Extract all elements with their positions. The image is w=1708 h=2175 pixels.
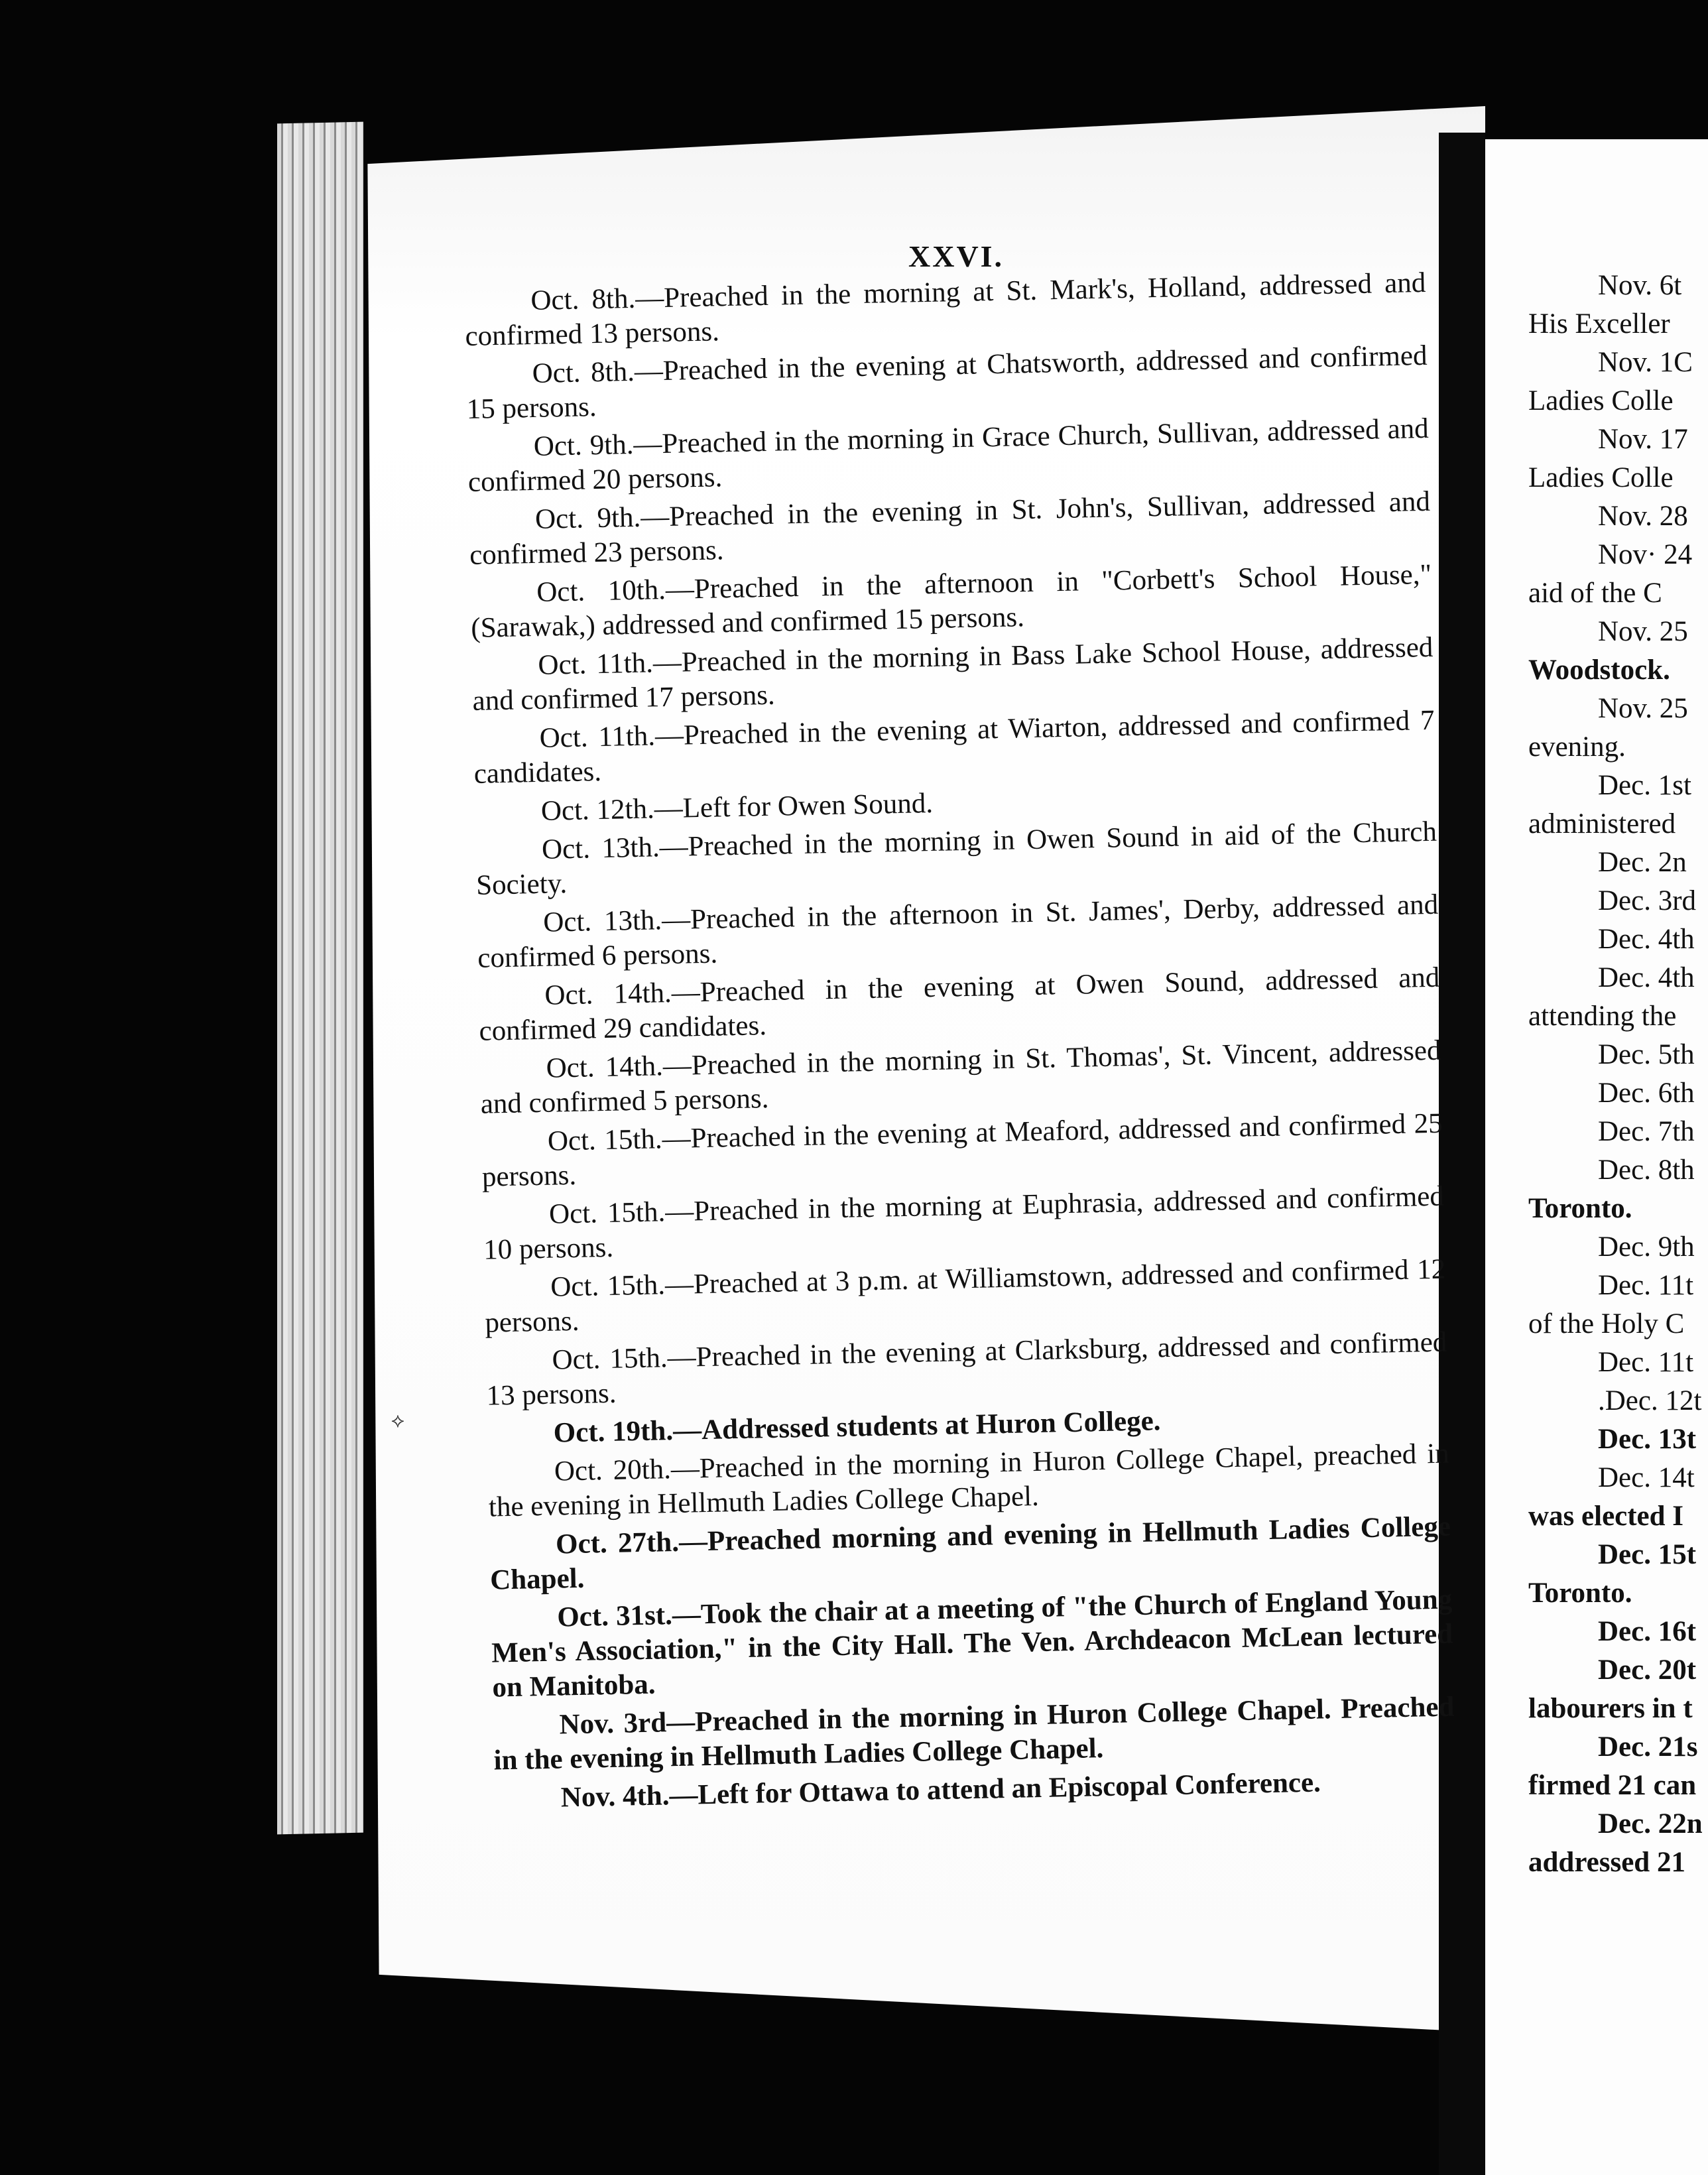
right-page-line: Nov· 24 [1598, 539, 1693, 570]
right-page-line: Dec. 8th [1598, 1154, 1695, 1186]
diary-entry: Oct. 19th.—Addressed students at Huron College. [553, 1405, 1161, 1449]
right-page-line: Toronto. [1528, 1578, 1632, 1609]
right-page-line: evening. [1528, 731, 1626, 763]
diary-entry: Oct. 8th.—Preached in the evening at Chatsworth, addressed and confirmed 15 persons. [466, 340, 1428, 425]
diary-entry: Oct. 12th.—Left for Owen Sound. [540, 787, 934, 827]
right-page-line: Dec. 20t [1598, 1654, 1697, 1686]
right-page-line: Nov. 6t [1598, 270, 1682, 301]
book-page-edges [277, 122, 363, 1835]
right-page-line: of the Holy C [1528, 1308, 1685, 1339]
diary-entry: Oct. 13th.—Preached in the morning in Owen Sound in aid of the Church Society. [475, 816, 1437, 901]
right-page-line: His Exceller [1528, 308, 1670, 340]
right-page-line: Ladies Colle [1528, 385, 1674, 416]
diary-entry: Oct. 27th.—Preached morning and evening in Hellmuth Ladies College Chapel. [489, 1511, 1451, 1596]
right-page-line: Dec. 22n [1598, 1808, 1703, 1839]
book-gutter [1439, 133, 1485, 2175]
diary-entry: Nov. 3rd—Preached in the morning in Huron College Chapel. Preached in the evening in Hellmuth Ladies College Chapel. [493, 1691, 1455, 1776]
right-page-line: Dec. 2n [1598, 847, 1687, 878]
right-page-line: Nov. 25 [1598, 693, 1688, 724]
diary-entry: Oct. 14th.—Preached in the evening at Owen Sound, addressed and confirmed 29 candidates. [479, 962, 1440, 1047]
right-page-text [1528, 269, 1708, 1884]
diary-entry: Oct. 15th.—Preached in the morning at Euphrasia, addressed and confirmed 10 persons. [483, 1180, 1445, 1266]
diary-entries [464, 266, 1456, 1821]
right-page-line: labourers in t [1528, 1693, 1693, 1724]
diary-entry: Oct. 15th.—Preached in the evening at Clarksburg, addressed and confirmed 13 persons. [486, 1326, 1447, 1412]
right-page-line: Toronto. [1528, 1193, 1632, 1224]
right-page-line: firmed 21 can [1528, 1770, 1697, 1801]
right-page-line: Dec. 16t [1598, 1616, 1697, 1647]
right-page-line: Nov. 17 [1598, 424, 1688, 455]
right-page-line: Dec. 6th [1598, 1078, 1695, 1109]
right-page-line: was elected I [1528, 1501, 1684, 1532]
diary-entry: Oct. 20th.—Preached in the morning in Huron College Chapel, preached in the evening in Hellmuth Ladies College Chapel. [488, 1438, 1450, 1523]
right-page-line: .Dec. 12t [1598, 1385, 1702, 1416]
right-page-line: attending the [1528, 1001, 1677, 1032]
right-page-line: Dec. 4th [1598, 962, 1695, 993]
diary-entry: Oct. 11th.—Preached in the morning in Bass Lake School House, addressed and confirmed 17 persons. [472, 631, 1433, 717]
right-page-line: aid of the C [1528, 578, 1662, 609]
diary-entry: Oct. 8th.—Preached in the morning at St. Mark's, Holland, addressed and confirmed 13 persons. [465, 267, 1426, 352]
right-page-line: Dec. 7th [1598, 1116, 1695, 1147]
diary-entry: Oct. 10th.—Preached in the afternoon in "Corbett's School House," (Sarawak,) addressed and confirmed 15 persons. [470, 558, 1432, 644]
diary-entry: Oct. 9th.—Preached in the evening in St. John's, Sullivan, addressed and confirmed 23 persons. [469, 485, 1431, 571]
right-page-line: addressed 21 [1528, 1847, 1685, 1878]
diary-entry: Oct. 15th.—Preached in the evening at Meaford, addressed and confirmed 25 persons. [481, 1107, 1443, 1193]
right-page-line: Dec. 14t [1598, 1462, 1695, 1493]
right-page-line: Dec. 3rd [1598, 885, 1697, 916]
diary-entry: Oct. 9th.—Preached in the morning in Grace Church, Sullivan, addressed and confirmed 20 persons. [467, 412, 1430, 498]
right-page-line: Dec. 4th [1598, 924, 1695, 955]
diary-entry: Oct. 31st.—Took the chair at a meeting of "the Church of England Young Men's Association," in the City Hall. The Ven. Archdeacon McLean lectured on Manitoba. [491, 1584, 1453, 1704]
diary-entry: Oct. 14th.—Preached in the morning in St. Thomas', St. Vincent, addressed and confirmed 5 persons. [480, 1034, 1441, 1120]
diary-entry: Oct. 13th.—Preached in the afternoon in St. James', Derby, addressed and confirmed 6 persons. [477, 889, 1439, 974]
diary-entry: Nov. 4th.—Left for Ottawa to attend an Episcopal Conference. [560, 1767, 1321, 1814]
right-page-line: Nov. 28 [1598, 501, 1688, 532]
right-page-line: Dec. 21s [1598, 1731, 1698, 1763]
right-page-line: Woodstock. [1528, 654, 1670, 686]
right-page-line: Nov. 25 [1598, 616, 1688, 647]
diary-entry: Oct. 15th.—Preached at 3 p.m. at Williamstown, addressed and confirmed 12 persons. [484, 1253, 1446, 1339]
right-page-line: Nov. 1C [1598, 347, 1693, 378]
right-page-line: Dec. 15t [1598, 1539, 1697, 1570]
right-page-line: administered [1528, 808, 1676, 839]
right-page-line: Dec. 1st [1598, 770, 1691, 801]
right-page-line: Dec. 5th [1598, 1039, 1695, 1070]
page-number: XXVI. [908, 239, 1005, 273]
right-page-line: Dec. 9th [1598, 1231, 1695, 1263]
right-page-line: Ladies Colle [1528, 462, 1674, 493]
margin-mark: ⟡ [391, 1409, 404, 1432]
right-page-line: Dec. 11t [1598, 1270, 1694, 1301]
right-page-line: Dec. 11t [1598, 1347, 1694, 1378]
right-page-line: Dec. 13t [1598, 1424, 1697, 1455]
diary-entry: Oct. 11th.—Preached in the evening at Wiarton, addressed and confirmed 7 candidates. [473, 704, 1435, 790]
